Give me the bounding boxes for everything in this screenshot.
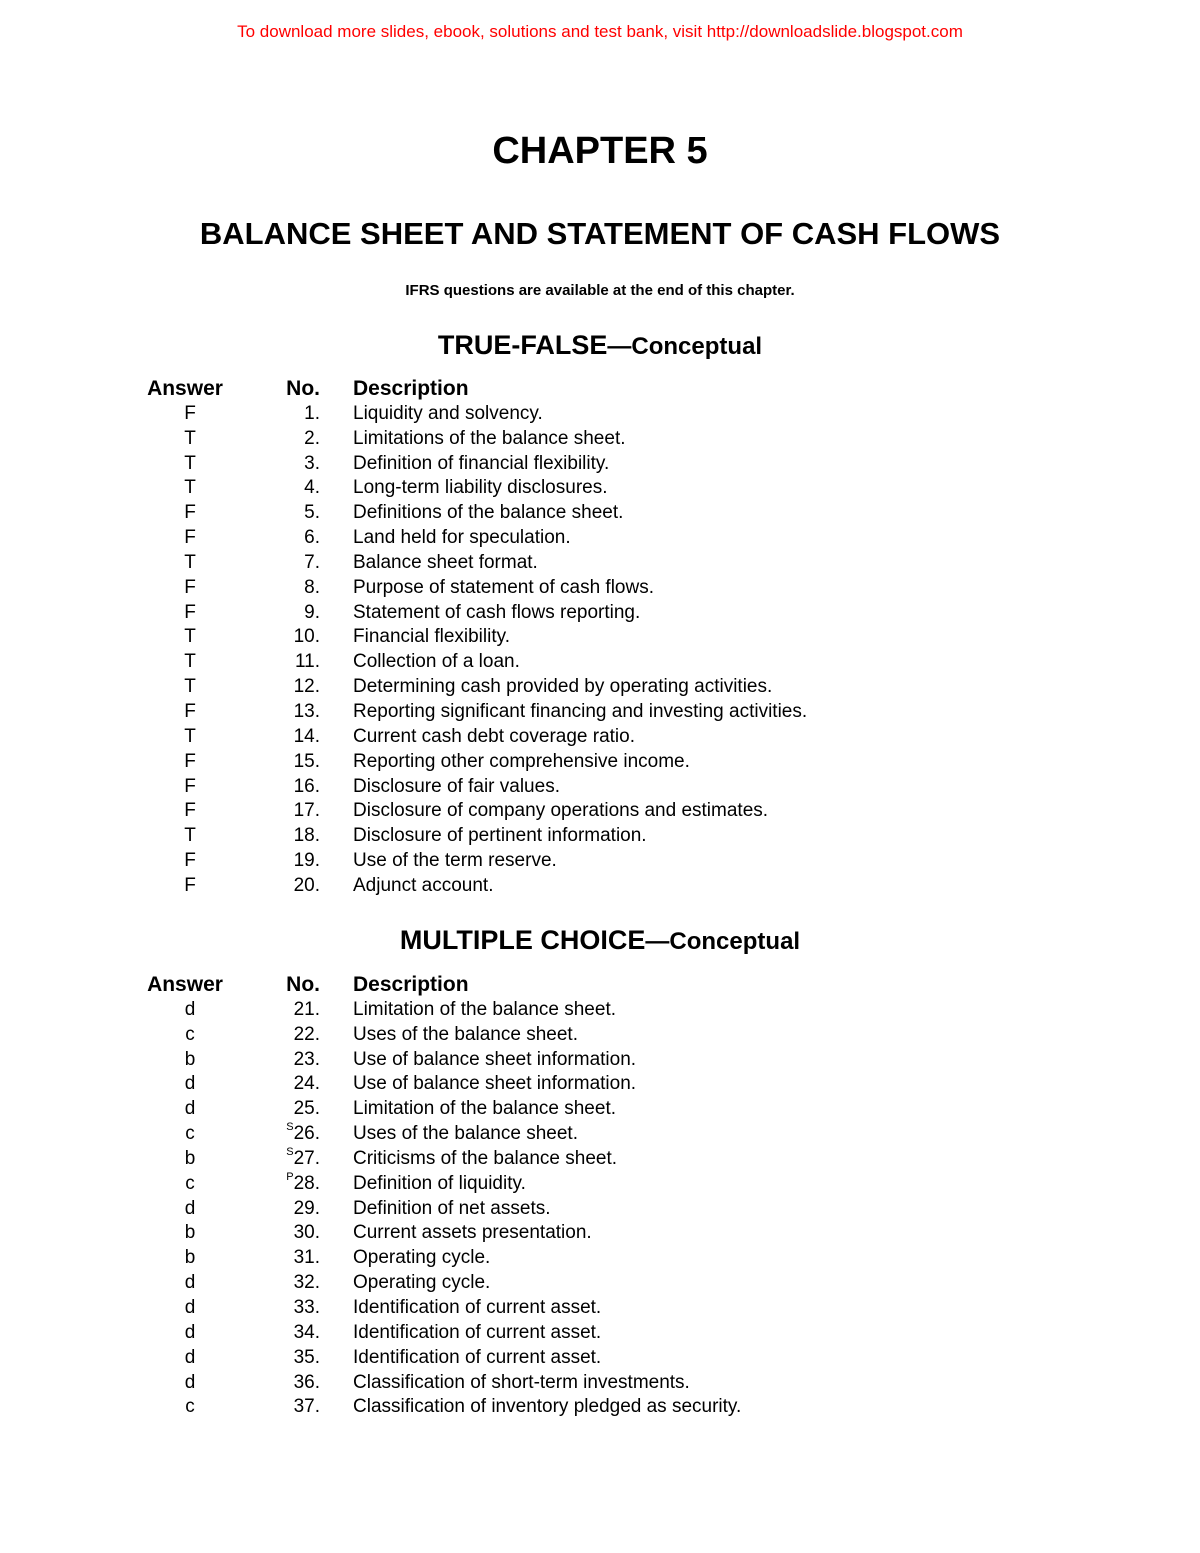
chapter-title: CHAPTER 5 [492, 130, 708, 172]
answer-cell: F [184, 874, 196, 896]
description-cell: Liquidity and solvency. [353, 402, 543, 424]
table-row [0, 427, 1200, 452]
question-number: 10. [293, 626, 320, 648]
table-row [0, 452, 1200, 477]
description-cell: Criticisms of the balance sheet. [353, 1147, 618, 1169]
description-cell: Reporting significant financing and investing activities. [353, 700, 808, 722]
description-cell: Limitation of the balance sheet. [353, 998, 617, 1020]
answer-cell: d [184, 1073, 196, 1095]
table-row [0, 998, 1200, 1023]
answer-cell: F [184, 527, 196, 549]
answer-cell: F [184, 402, 196, 424]
question-number-cell [250, 452, 320, 477]
answer-cell: F [184, 700, 196, 722]
true-false-heading-sub: Conceptual [631, 333, 763, 360]
description-cell: Purpose of statement of cash flows. [353, 576, 654, 598]
table-row [0, 625, 1200, 650]
description-cell: Definition of liquidity. [353, 1172, 526, 1194]
question-number-cell [250, 476, 320, 501]
question-number: 27. [293, 1147, 320, 1169]
answer-cell: T [184, 651, 196, 673]
table-row [0, 402, 1200, 427]
question-number: 13. [293, 700, 320, 722]
table-row [0, 849, 1200, 874]
question-number-cell [250, 725, 320, 750]
answer-cell: d [184, 1272, 196, 1294]
multiple-choice-heading-sub: Conceptual [669, 928, 801, 955]
ifrs-note: IFRS questions are available at the end of this chapter. [405, 282, 795, 299]
question-number-cell [250, 700, 320, 725]
question-number-cell [250, 501, 320, 526]
answer-column-header: Answer [147, 377, 223, 400]
question-number-cell [250, 1122, 320, 1147]
table-row [0, 799, 1200, 824]
question-number-cell [250, 427, 320, 452]
heading-dash: — [645, 928, 670, 955]
question-number-cell [250, 874, 320, 899]
description-cell: Collection of a loan. [353, 651, 520, 673]
true-false-heading [0, 330, 1200, 361]
answer-cell: F [184, 576, 196, 598]
number-column-header: No. [286, 377, 320, 400]
table-row [0, 750, 1200, 775]
question-number: 16. [293, 775, 320, 797]
table-row [0, 675, 1200, 700]
source-prefix: P [286, 1170, 294, 1183]
question-number: 14. [293, 725, 320, 747]
description-cell: Financial flexibility. [353, 626, 510, 648]
description-cell: Classification of short-term investments. [353, 1371, 690, 1393]
table-row [0, 725, 1200, 750]
description-cell: Adjunct account. [353, 874, 494, 896]
description-cell: Limitation of the balance sheet. [353, 1098, 617, 1120]
answer-cell: F [184, 601, 196, 623]
question-number-cell [250, 1346, 320, 1371]
answer-cell: d [184, 1296, 196, 1318]
question-number-cell [250, 1321, 320, 1346]
table-row [0, 1097, 1200, 1122]
question-number-cell [250, 1172, 320, 1197]
table-row [0, 601, 1200, 626]
description-cell: Use of the term reserve. [353, 850, 557, 872]
question-number-cell [250, 1296, 320, 1321]
table-row [0, 1023, 1200, 1048]
question-number: 25. [293, 1098, 320, 1120]
question-number: 37. [293, 1396, 320, 1418]
question-number-cell [250, 750, 320, 775]
answer-cell: F [184, 750, 196, 772]
question-number: 15. [293, 750, 320, 772]
question-number-cell [250, 998, 320, 1023]
table-row [0, 1246, 1200, 1271]
answer-cell: T [184, 725, 196, 747]
answer-cell: d [184, 1321, 196, 1343]
answer-cell: F [184, 850, 196, 872]
answer-cell: d [184, 1346, 196, 1368]
table-row [0, 576, 1200, 601]
table-row [0, 1296, 1200, 1321]
question-number-cell [250, 402, 320, 427]
table-row [0, 824, 1200, 849]
question-number-cell [250, 576, 320, 601]
true-false-table [0, 377, 1200, 899]
table-row [0, 551, 1200, 576]
question-number-cell [250, 1023, 320, 1048]
number-column-header: No. [286, 973, 320, 996]
answer-cell: T [184, 626, 196, 648]
description-cell: Disclosure of pertinent information. [353, 825, 647, 847]
answer-cell: T [184, 452, 196, 474]
question-number: 32. [293, 1272, 320, 1294]
description-cell: Disclosure of fair values. [353, 775, 560, 797]
question-number-cell [250, 1048, 320, 1073]
table-row [0, 1346, 1200, 1371]
description-cell: Identification of current asset. [353, 1346, 602, 1368]
question-number-cell [250, 1246, 320, 1271]
question-number: 28. [293, 1172, 320, 1194]
answer-cell: F [184, 502, 196, 524]
description-cell: Definition of financial flexibility. [353, 452, 610, 474]
question-number-cell [250, 1221, 320, 1246]
description-cell: Uses of the balance sheet. [353, 1023, 578, 1045]
description-cell: Current assets presentation. [353, 1222, 592, 1244]
question-number: 18. [293, 825, 320, 847]
source-prefix: S [286, 1121, 294, 1134]
table-row [0, 650, 1200, 675]
description-column-header: Description [353, 973, 469, 996]
table-row [0, 1147, 1200, 1172]
table-row [0, 1395, 1200, 1420]
question-number: 34. [293, 1321, 320, 1343]
table-row [0, 501, 1200, 526]
question-number: 1. [304, 402, 320, 424]
table-header-row [0, 973, 1200, 998]
question-number-cell [250, 1197, 320, 1222]
description-cell: Identification of current asset. [353, 1321, 602, 1343]
question-number: 9. [304, 601, 320, 623]
question-number: 36. [293, 1371, 320, 1393]
question-number-cell [250, 1271, 320, 1296]
description-cell: Statement of cash flows reporting. [353, 601, 641, 623]
answer-cell: F [184, 775, 196, 797]
question-number: 19. [293, 850, 320, 872]
question-number: 17. [293, 800, 320, 822]
answer-cell: b [184, 1222, 196, 1244]
table-row [0, 1122, 1200, 1147]
question-number-cell [250, 551, 320, 576]
question-number: 33. [293, 1296, 320, 1318]
table-row [0, 1197, 1200, 1222]
table-row [0, 775, 1200, 800]
description-cell: Uses of the balance sheet. [353, 1123, 578, 1145]
question-number-cell [250, 849, 320, 874]
description-column-header: Description [353, 377, 469, 400]
description-cell: Classification of inventory pledged as security. [353, 1396, 742, 1418]
answer-cell: b [184, 1247, 196, 1269]
answer-cell: d [184, 1371, 196, 1393]
download-banner: To download more slides, ebook, solutions and test bank, visit http://downloadslide.blogspot.com [237, 22, 963, 41]
question-number-cell [250, 675, 320, 700]
table-row [0, 1172, 1200, 1197]
multiple-choice-rows [0, 998, 1200, 1420]
description-cell: Long-term liability disclosures. [353, 477, 608, 499]
true-false-rows [0, 402, 1200, 899]
description-cell: Current cash debt coverage ratio. [353, 725, 635, 747]
answer-cell: F [184, 800, 196, 822]
question-number: 8. [304, 576, 320, 598]
document-title: BALANCE SHEET AND STATEMENT OF CASH FLOWS [199, 216, 1001, 251]
question-number: 24. [293, 1073, 320, 1095]
question-number-cell [250, 824, 320, 849]
table-row [0, 700, 1200, 725]
question-number-cell [250, 1371, 320, 1396]
answer-cell: c [185, 1123, 195, 1145]
question-number: 4. [304, 477, 320, 499]
description-cell: Limitations of the balance sheet. [353, 427, 626, 449]
answer-cell: T [184, 477, 196, 499]
question-number: 11. [294, 651, 320, 673]
question-number: 22. [293, 1023, 320, 1045]
question-number: 31. [293, 1247, 320, 1269]
answer-cell: b [184, 1147, 196, 1169]
answer-column-header: Answer [147, 973, 223, 996]
heading-dash: — [607, 333, 632, 360]
question-number-cell [250, 1097, 320, 1122]
question-number-cell [250, 625, 320, 650]
description-cell: Definition of net assets. [353, 1197, 551, 1219]
table-row [0, 1072, 1200, 1097]
question-number-cell [250, 775, 320, 800]
question-number: 30. [293, 1222, 320, 1244]
description-cell: Disclosure of company operations and estimates. [353, 800, 769, 822]
description-cell: Operating cycle. [353, 1247, 491, 1269]
question-number-cell [250, 1147, 320, 1172]
question-number: 29. [293, 1197, 320, 1219]
description-cell: Land held for speculation. [353, 527, 571, 549]
description-cell: Definitions of the balance sheet. [353, 502, 624, 524]
question-number: 6. [304, 527, 320, 549]
multiple-choice-heading [0, 925, 1200, 956]
multiple-choice-heading-main: MULTIPLE CHOICE [399, 925, 646, 955]
description-cell: Identification of current asset. [353, 1296, 602, 1318]
description-cell: Operating cycle. [353, 1272, 491, 1294]
question-number-cell [250, 799, 320, 824]
question-number-cell [250, 650, 320, 675]
answer-cell: d [184, 1098, 196, 1120]
question-number-cell [250, 1072, 320, 1097]
table-row [0, 1321, 1200, 1346]
question-number: 20. [293, 874, 320, 896]
table-row [0, 874, 1200, 899]
question-number-cell [250, 526, 320, 551]
answer-cell: T [184, 551, 196, 573]
description-cell: Use of balance sheet information. [353, 1048, 637, 1070]
multiple-choice-table [0, 973, 1200, 1420]
question-number: 21. [293, 998, 320, 1020]
question-number-cell [250, 1395, 320, 1420]
description-cell: Determining cash provided by operating activities. [353, 676, 773, 698]
table-row [0, 526, 1200, 551]
question-number-cell [250, 601, 320, 626]
question-number: 26. [293, 1123, 320, 1145]
answer-cell: d [184, 998, 196, 1020]
question-number: 5. [304, 502, 320, 524]
description-cell: Balance sheet format. [353, 551, 538, 573]
description-cell: Reporting other comprehensive income. [353, 750, 690, 772]
question-number: 12. [293, 676, 320, 698]
answer-cell: c [185, 1396, 195, 1418]
true-false-heading-main: TRUE-FALSE [437, 330, 608, 360]
answer-cell: c [185, 1172, 195, 1194]
answer-cell: d [184, 1197, 196, 1219]
description-cell: Use of balance sheet information. [353, 1073, 637, 1095]
source-prefix: S [286, 1145, 294, 1158]
answer-cell: T [184, 825, 196, 847]
answer-cell: T [184, 427, 196, 449]
answer-cell: T [184, 676, 196, 698]
table-row [0, 1048, 1200, 1073]
question-number: 23. [293, 1048, 320, 1070]
table-row [0, 476, 1200, 501]
table-header-row [0, 377, 1200, 402]
answer-cell: c [185, 1023, 195, 1045]
question-number: 7. [304, 551, 320, 573]
question-number: 3. [304, 452, 320, 474]
answer-cell: b [184, 1048, 196, 1070]
table-row [0, 1371, 1200, 1396]
table-row [0, 1271, 1200, 1296]
table-row [0, 1221, 1200, 1246]
question-number: 35. [293, 1346, 320, 1368]
question-number: 2. [304, 427, 320, 449]
